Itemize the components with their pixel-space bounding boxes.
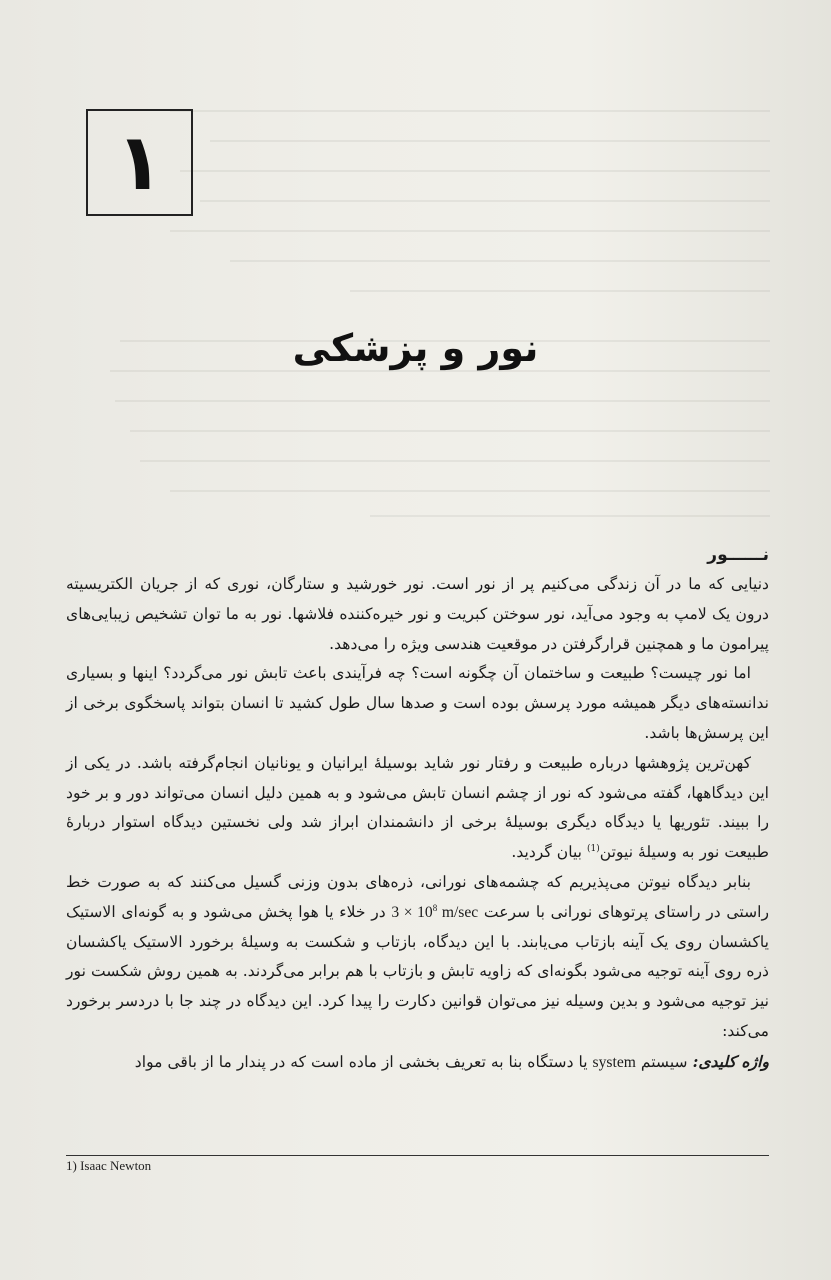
keyword-label: واژه کلیدی: xyxy=(692,1051,769,1071)
paragraph-4-end: در خلاء یا هوا پخش می‌شود و به گونه‌ای الاستیک یاکشسان روی یک آینه بازتاب می‌یابند. با این دیدگاه، بازتاب و شکست به وسیلهٔ برخورد الاستیک یاکشسان ذره روی آینه توجیه می‌شود بگونه‌ای که زاویه تابش و بازتاب با هم برابر می‌گردند. به همین روش شکست نور نیز توجیه می‌شود و بدین وسیله نیز می‌توان قوانین دکارت را پیدا کرد. این دیدگاه در چند جا با دردسر برخورد می‌کند: xyxy=(66,902,769,1040)
chapter-title: نور و پزشکی xyxy=(292,326,539,370)
footnote: 1) Isaac Newton xyxy=(66,1158,152,1173)
paragraph-3-end: بیان گردید. xyxy=(511,843,587,862)
speed-value: 3 × 10 xyxy=(391,903,433,921)
speed-exponent: 8 xyxy=(432,902,438,913)
chapter-number-box xyxy=(86,109,193,216)
footnote-ref-1: (1) xyxy=(586,843,600,854)
section-heading: نــــــور xyxy=(707,545,769,565)
speed-of-light xyxy=(391,904,478,921)
paragraph-4-text: بنابر دیدگاه نیوتن می‌پذیریم که چشمه‌های نورانی، ذره‌های بدون وزنی گسیل می‌کنند که به صورت خط راستی در راستای پرتوهای نورانی با سرعت xyxy=(66,872,770,921)
paragraph-1: دنیایی که ما در آن زندگی می‌کنیم پر از نور است. نور خورشید و ستارگان، نوری که از جریان الکتریسیته درون یک لامپ به وجود می‌آید، نور سوختن کبریت و نور خیره‌کننده فلاشها. نور به ما توان تشخیص زیبایی‌های پیرامون ما و همچنین قرارگرفتن در موقعیت هندسی ویژه را می‌دهد. xyxy=(66,575,769,653)
keyword-text-a: سیستم xyxy=(635,1052,693,1071)
paragraph-3-text: کهن‌ترین پژوهشها درباره طبیعت و رفتار نور شاید بوسیلهٔ ایرانیان و یونانیان انجام‌گرفته باشد. در یکی از این دیدگاهها، گفته می‌شود که نور از چشم انسان تابش می‌شود و به همین دلیل انسان می‌تواند دور و بر خود را ببیند. تئوریها یا دیدگاه دیگری بوسیلهٔ برخی از دانشمندان ابراز شد ولی نخستین دیدگاه استوار دربارهٔ طبیعت نور به وسیلهٔ نیوتن xyxy=(66,753,769,862)
footnote-divider xyxy=(66,1155,769,1156)
keyword-note xyxy=(66,1047,769,1078)
speed-unit: m/sec xyxy=(437,903,479,921)
keyword-text-b: یا دستگاه بنا به تعریف بخشی از ماده است که در پندار ما از باقی مواد xyxy=(134,1052,593,1071)
body-text xyxy=(66,540,769,1078)
paragraph-4 xyxy=(66,868,769,1047)
keyword-system: system xyxy=(592,1053,636,1071)
chapter-number: ۱ xyxy=(115,117,164,208)
paragraph-3 xyxy=(66,749,769,868)
paragraph-2: اما نور چیست؟ طبیعت و ساختمان آن چگونه است؟ چه فرآیندی باعث تابش نور می‌گردد؟ اینها و بسیاری ندانسته‌های دیگر همیشه مورد پرسش بوده است و صدها سال طول کشید تا انسان بتواند پاسخگوی برخی از این پرسش‌ها باشد. xyxy=(66,664,769,742)
